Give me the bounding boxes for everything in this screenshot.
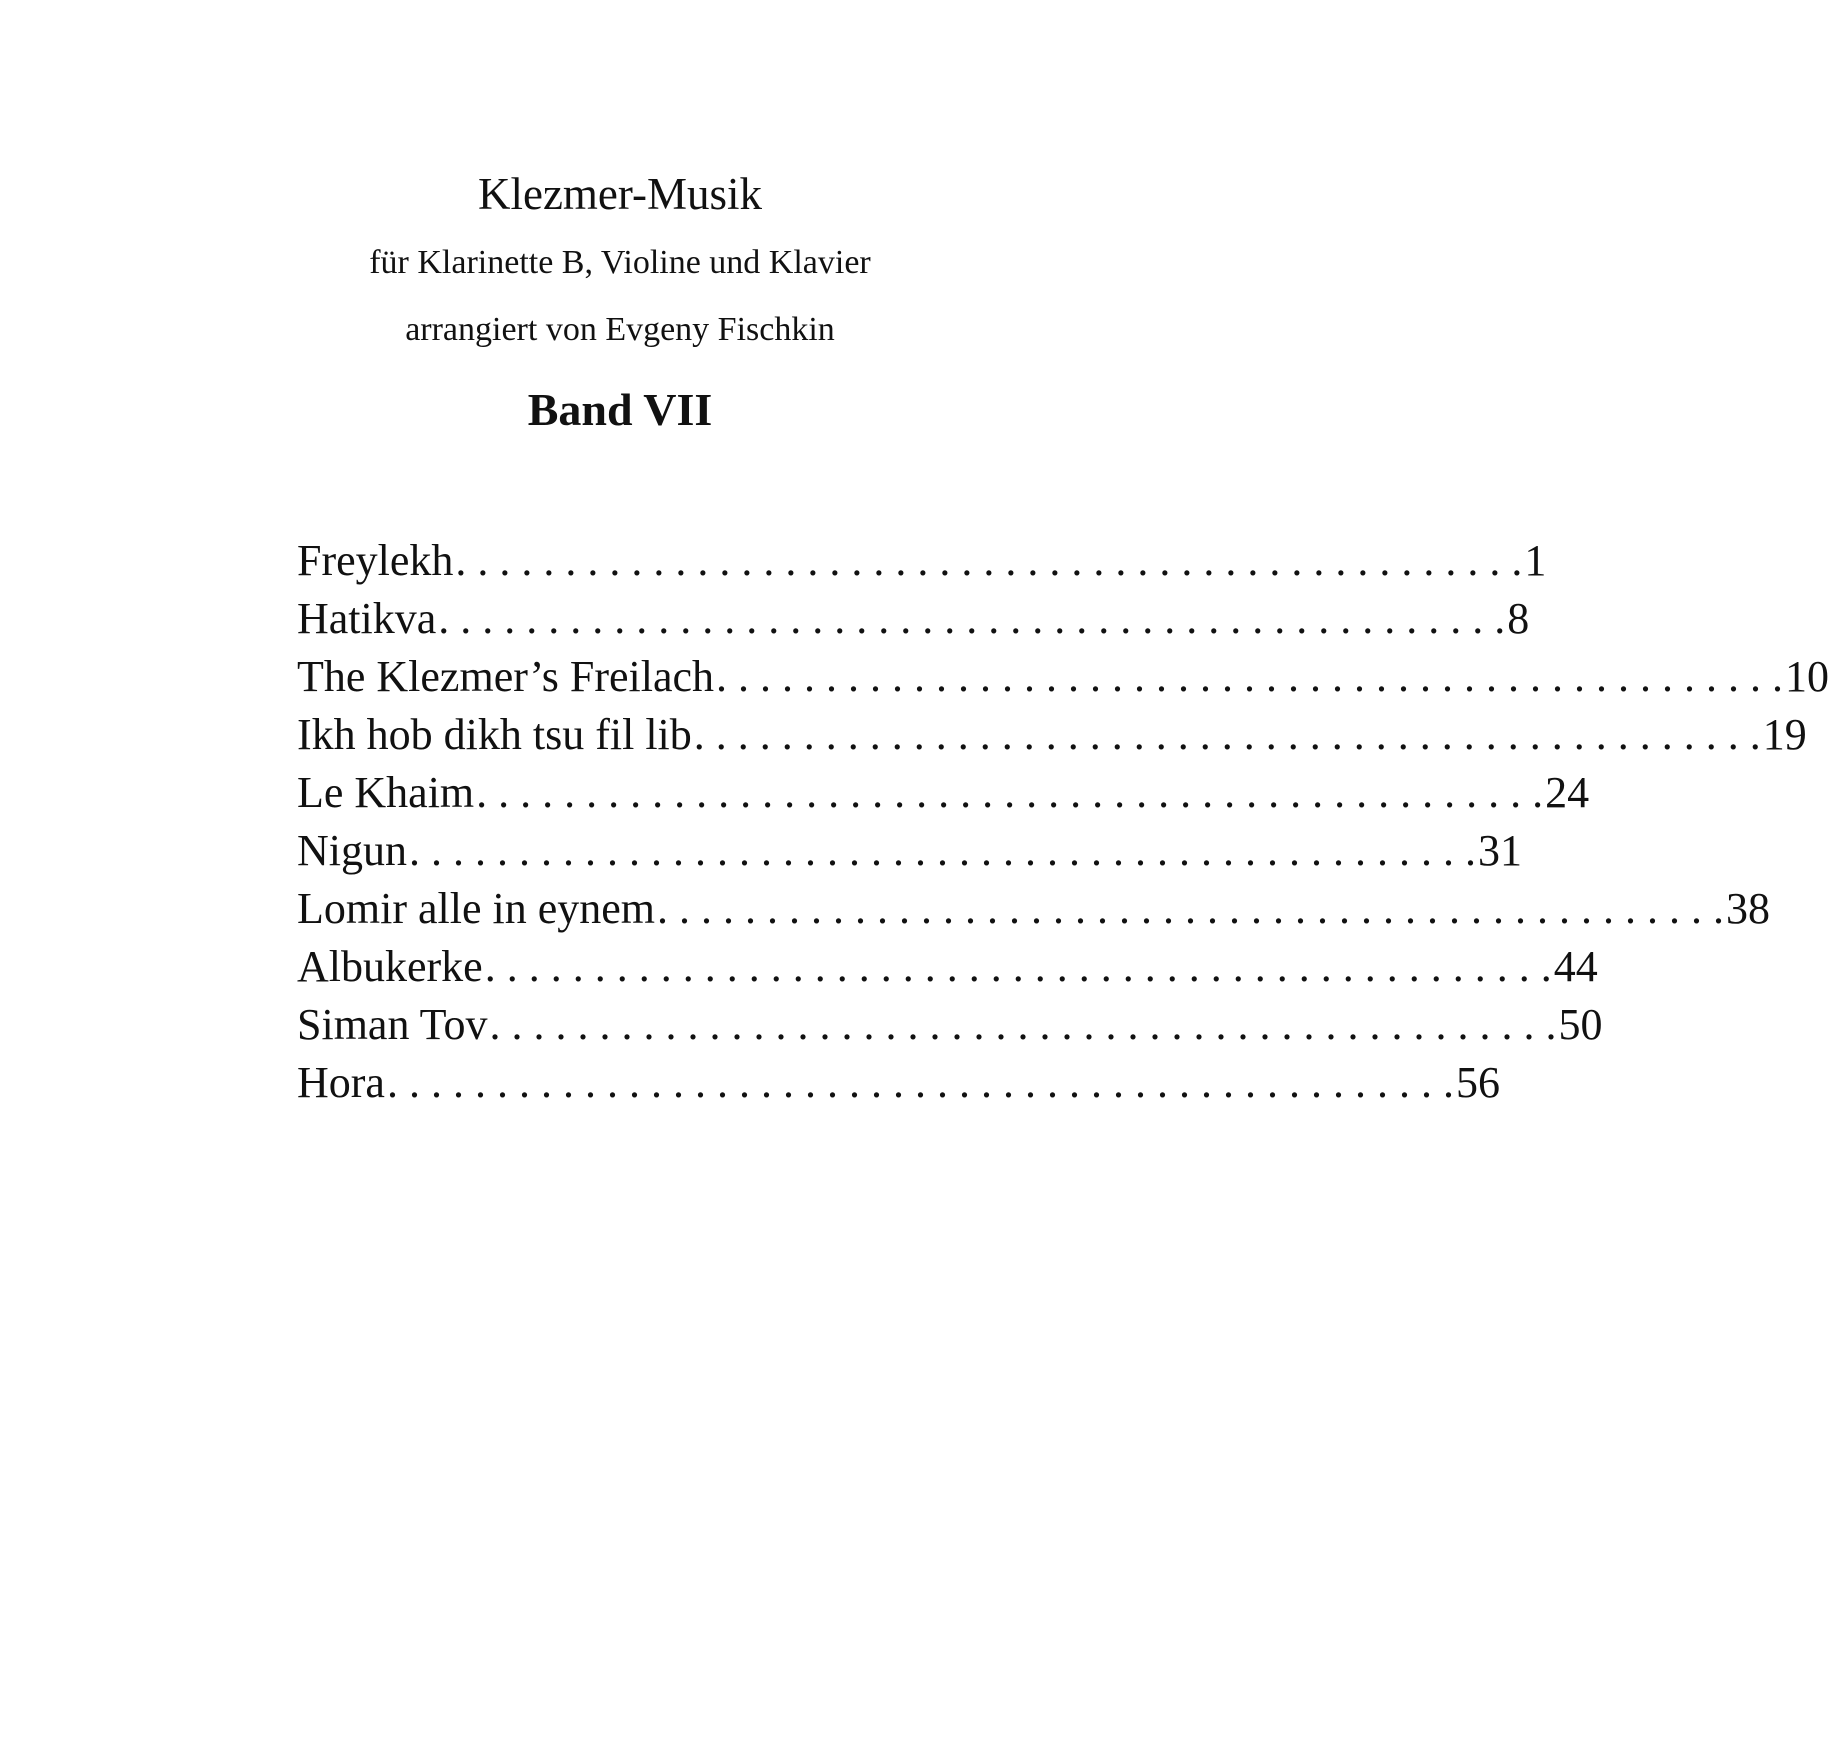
toc-dot-leader: . . . . . . . . . . . . . . . . . . . . . . . . . . . . . . . . . . . . . . . . . . . . . . . . . bbox=[455, 536, 1523, 585]
toc-dot-leader: . . . . . . . . . . . . . . . . . . . . . . . . . . . . . . . . . . . . . . . . . . . . . . . . . bbox=[489, 1000, 1557, 1049]
toc-entry-freylekh bbox=[297, 532, 1547, 590]
toc-entry-hatikva bbox=[297, 590, 1530, 648]
toc-entry-hora bbox=[297, 1054, 1500, 1112]
toc-entry-ikh-hob-dikh bbox=[297, 706, 1807, 764]
toc-entry-title: Hora bbox=[297, 1058, 385, 1107]
toc-entry-title: Albukerke bbox=[297, 942, 483, 991]
toc-entry-title: Hatikva bbox=[297, 594, 437, 643]
toc-dot-leader: . . . . . . . . . . . . . . . . . . . . . . . . . . . . . . . . . . . . . . . . . . . . . . . . . bbox=[693, 710, 1761, 759]
toc-entry-page: 44 bbox=[1553, 942, 1598, 991]
document-title: Klezmer-Musik bbox=[477, 169, 763, 219]
toc-entry-page: 19 bbox=[1762, 710, 1807, 759]
table-of-contents bbox=[297, 532, 1829, 1112]
volume-heading: Band VII bbox=[527, 384, 713, 435]
toc-entry-title: Ikh hob dikh tsu fil lib bbox=[297, 710, 692, 759]
toc-entry-title: Lomir alle in eynem bbox=[297, 884, 655, 933]
toc-entry-title: Nigun bbox=[297, 826, 407, 875]
toc-entry-klezmers-freilach bbox=[297, 648, 1829, 706]
toc-entry-title: The Klezmer’s Freilach bbox=[297, 652, 715, 701]
toc-entry-title: Siman Tov bbox=[297, 1000, 488, 1049]
toc-dot-leader: . . . . . . . . . . . . . . . . . . . . . . . . . . . . . . . . . . . . . . . . . . . . . . . . . bbox=[409, 826, 1476, 875]
toc-entry-le-khaim bbox=[297, 764, 1590, 822]
toc-entry-page: 56 bbox=[1455, 1058, 1500, 1107]
toc-entry-lomir-alle bbox=[297, 880, 1770, 938]
arranger-line: arrangiert von Evgeny Fischkin bbox=[405, 311, 835, 348]
toc-entry-page: 24 bbox=[1545, 768, 1590, 817]
toc-dot-leader: . . . . . . . . . . . . . . . . . . . . . . . . . . . . . . . . . . . . . . . . . . . . . . . . . bbox=[476, 768, 1544, 817]
toc-entry-page: 38 bbox=[1726, 884, 1770, 933]
toc-entry-page: 10 bbox=[1785, 652, 1829, 701]
toc-entry-title: Freylekh bbox=[297, 536, 454, 585]
toc-entry-page: 31 bbox=[1478, 826, 1522, 875]
toc-entry-page: 50 bbox=[1558, 1000, 1603, 1049]
toc-entry-nigun bbox=[297, 822, 1522, 880]
toc-dot-leader: . . . . . . . . . . . . . . . . . . . . . . . . . . . . . . . . . . . . . . . . . . . . . . . . . bbox=[438, 594, 1506, 643]
instrumentation-subtitle: für Klarinette B, Violine und Klavier bbox=[369, 244, 871, 281]
toc-entry-albukerke bbox=[297, 938, 1598, 996]
toc-entry-page: 1 bbox=[1524, 536, 1547, 585]
toc-entry-title: Le Khaim bbox=[297, 768, 475, 817]
toc-entry-siman-tov bbox=[297, 996, 1603, 1054]
toc-entry-page: 8 bbox=[1507, 594, 1530, 643]
toc-dot-leader: . . . . . . . . . . . . . . . . . . . . . . . . . . . . . . . . . . . . . . . . . . . . . . . . . bbox=[386, 1058, 1454, 1107]
toc-dot-leader: . . . . . . . . . . . . . . . . . . . . . . . . . . . . . . . . . . . . . . . . . . . . . . . . . bbox=[657, 884, 1724, 933]
toc-dot-leader: . . . . . . . . . . . . . . . . . . . . . . . . . . . . . . . . . . . . . . . . . . . . . . . . . bbox=[716, 652, 1784, 701]
toc-dot-leader: . . . . . . . . . . . . . . . . . . . . . . . . . . . . . . . . . . . . . . . . . . . . . . . . . bbox=[484, 942, 1552, 991]
